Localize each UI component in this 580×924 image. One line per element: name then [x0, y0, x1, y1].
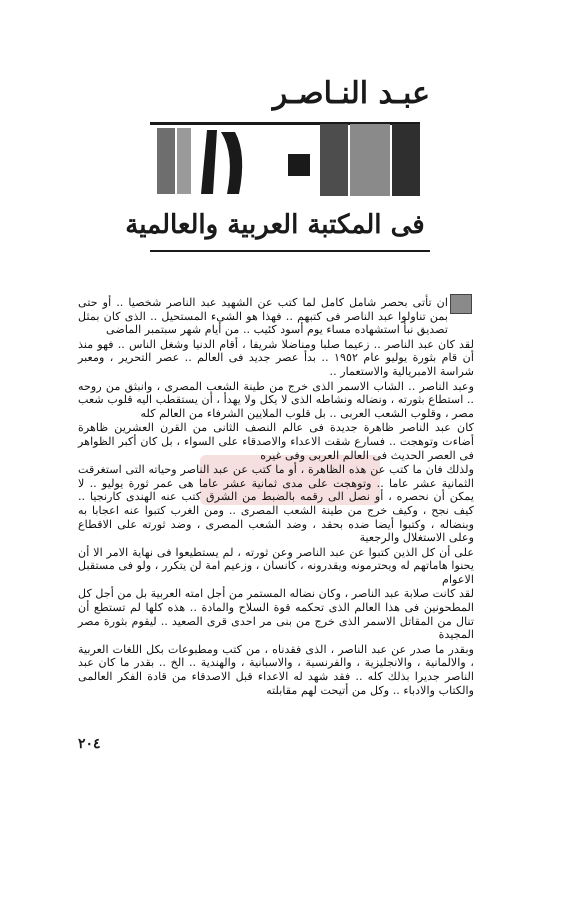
- article-paragraph-5: ولذلك فان ما كتب عن هذه الظاهرة ، أو ما كتب عن عبد الناصر وحياته التى استغرقت الثمانية عشر عاما .. وتوهجت على مدى ثمانية عشر عاما هى عمر ثورة يوليو .. لا يمكن أن نحصره ، أو نصل الى رقمه بالضبط من الشرق كتب عنه الهندى كارنجيا .. كيف نجح ، وكيف خرج من طينة الشعب المصرى .. ومن الغرب كتبوا عنه اعجابا به وبنضاله ، وكتبوا أيضا ضده بحقد ، وضد الشعب المصرى ، وضد ثورته على الاقطاع وعلى الاستغلال والرجعية: [78, 463, 474, 545]
- book-bar-5: [392, 124, 420, 196]
- numeral-stroke-1: [201, 130, 217, 194]
- article-paragraph-8: وبقدر ما صدر عن عبد الناصر ، الذى فقدناه ، من كتب ومطبوعات بكل اللغات العربية ، والالمانية ، والانجليزية ، والفرنسية ، والاسبانية ، والهندية .. الخ .. بقدر ما كان عبد الناصر جديرا بذلك كله .. فقد شهد له الاعداء قبل الاصدقاء من قادة الفكر العالمى والكتاب والادباء .. وكل من أتيحت لهم مقابلته: [78, 642, 474, 697]
- number-art: [155, 124, 285, 198]
- article-paragraph-1: ان تأتى بحصر شامل كامل لما كتب عن الشهيد عبد الناصر شخصيا .. أو حتى بمن تناولوا عبد الناصر فى كتبهم .. فهذا هو الشىء المستحيل .. الذى كان بمثل تصديق نبأ استشهاده مساء يوم أسود كئيب .. من أيام شهر سبتمبر الماضى: [78, 296, 448, 337]
- article-paragraph-2: لقد كان عبد الناصر .. زعيما صلبا ومناضلا شريفا ، أقام الدنيا وشغل الناس .. فهو منذ أن قام بثورة يوليو عام ١٩٥٢ .. بدأ عصر جديد فى العالم .. عصر التحرير ، ومعبر شراسة الامبريالية والاستعمار ..: [78, 337, 474, 378]
- page-subtitle: فى المكتبة العربية والعالمية: [125, 210, 425, 240]
- article-paragraph-3: وعبد الناصر .. الشاب الاسمر الذى خرج من طينة الشعب المصرى ، وانبثق من روحه .. استطاع بثورته ، ونضاله ونشاطه الذى لا يكل ولا يهدأ ، أن يستقطب اليه قلوب شعب مصر ، وقلوب الشعب العربى .. بل قلوب الملايين الشرفاء من العالم كله: [78, 379, 474, 420]
- numeral-stroke-2: [221, 132, 242, 194]
- article-paragraph-7: لقد كانت صلابة عبد الناصر ، وكان نضاله المستمر من أجل امته العربية بل من أجل كل المطحونين فى هذا العالم الذى تحكمه قوة السلاح والمادة .. هذه كلها لم تستطع أن تنال من المقاتل الاسمر الذى خرج من بنى مر احدى قرى الصعيد .. ليقوم بثورة مصر المجيدة: [78, 587, 474, 642]
- book-bar-3: [320, 124, 348, 196]
- article-paragraph-6: على أن كل الذين كتبوا عن عبد الناصر وعن ثورته ، لم يستطيعوا فى نهاية الامر الا أن يحنوا هاماتهم له ويحترمونه ويقدرونه ، كانسان ، وزعيم امة لن يتكرر ، ولو فى مستقبل الاعوام: [78, 545, 474, 586]
- book-bar-1: [157, 128, 175, 194]
- book-bar-4: [350, 124, 390, 196]
- book-bars: [280, 118, 430, 198]
- page-number: ٢٠٤: [78, 736, 101, 752]
- subtitle-underline: [150, 250, 430, 252]
- book-bar-2: [177, 128, 191, 194]
- page-title: عبـد النـاصـر: [272, 76, 430, 111]
- article-body: [78, 296, 474, 726]
- article-paragraph-4: كان عبد الناصر ظاهرة جديدة فى عالم النصف الثانى من القرن العشرين ظاهرة أضاءت وتوهجت .. فسارع شقت الاعداء والاصدقاء على السواء ، بل كان أكبر الظواهر فى العصر الحديث فى العالم العربى وفى غيره: [78, 421, 474, 462]
- numeral-zero: [288, 154, 310, 176]
